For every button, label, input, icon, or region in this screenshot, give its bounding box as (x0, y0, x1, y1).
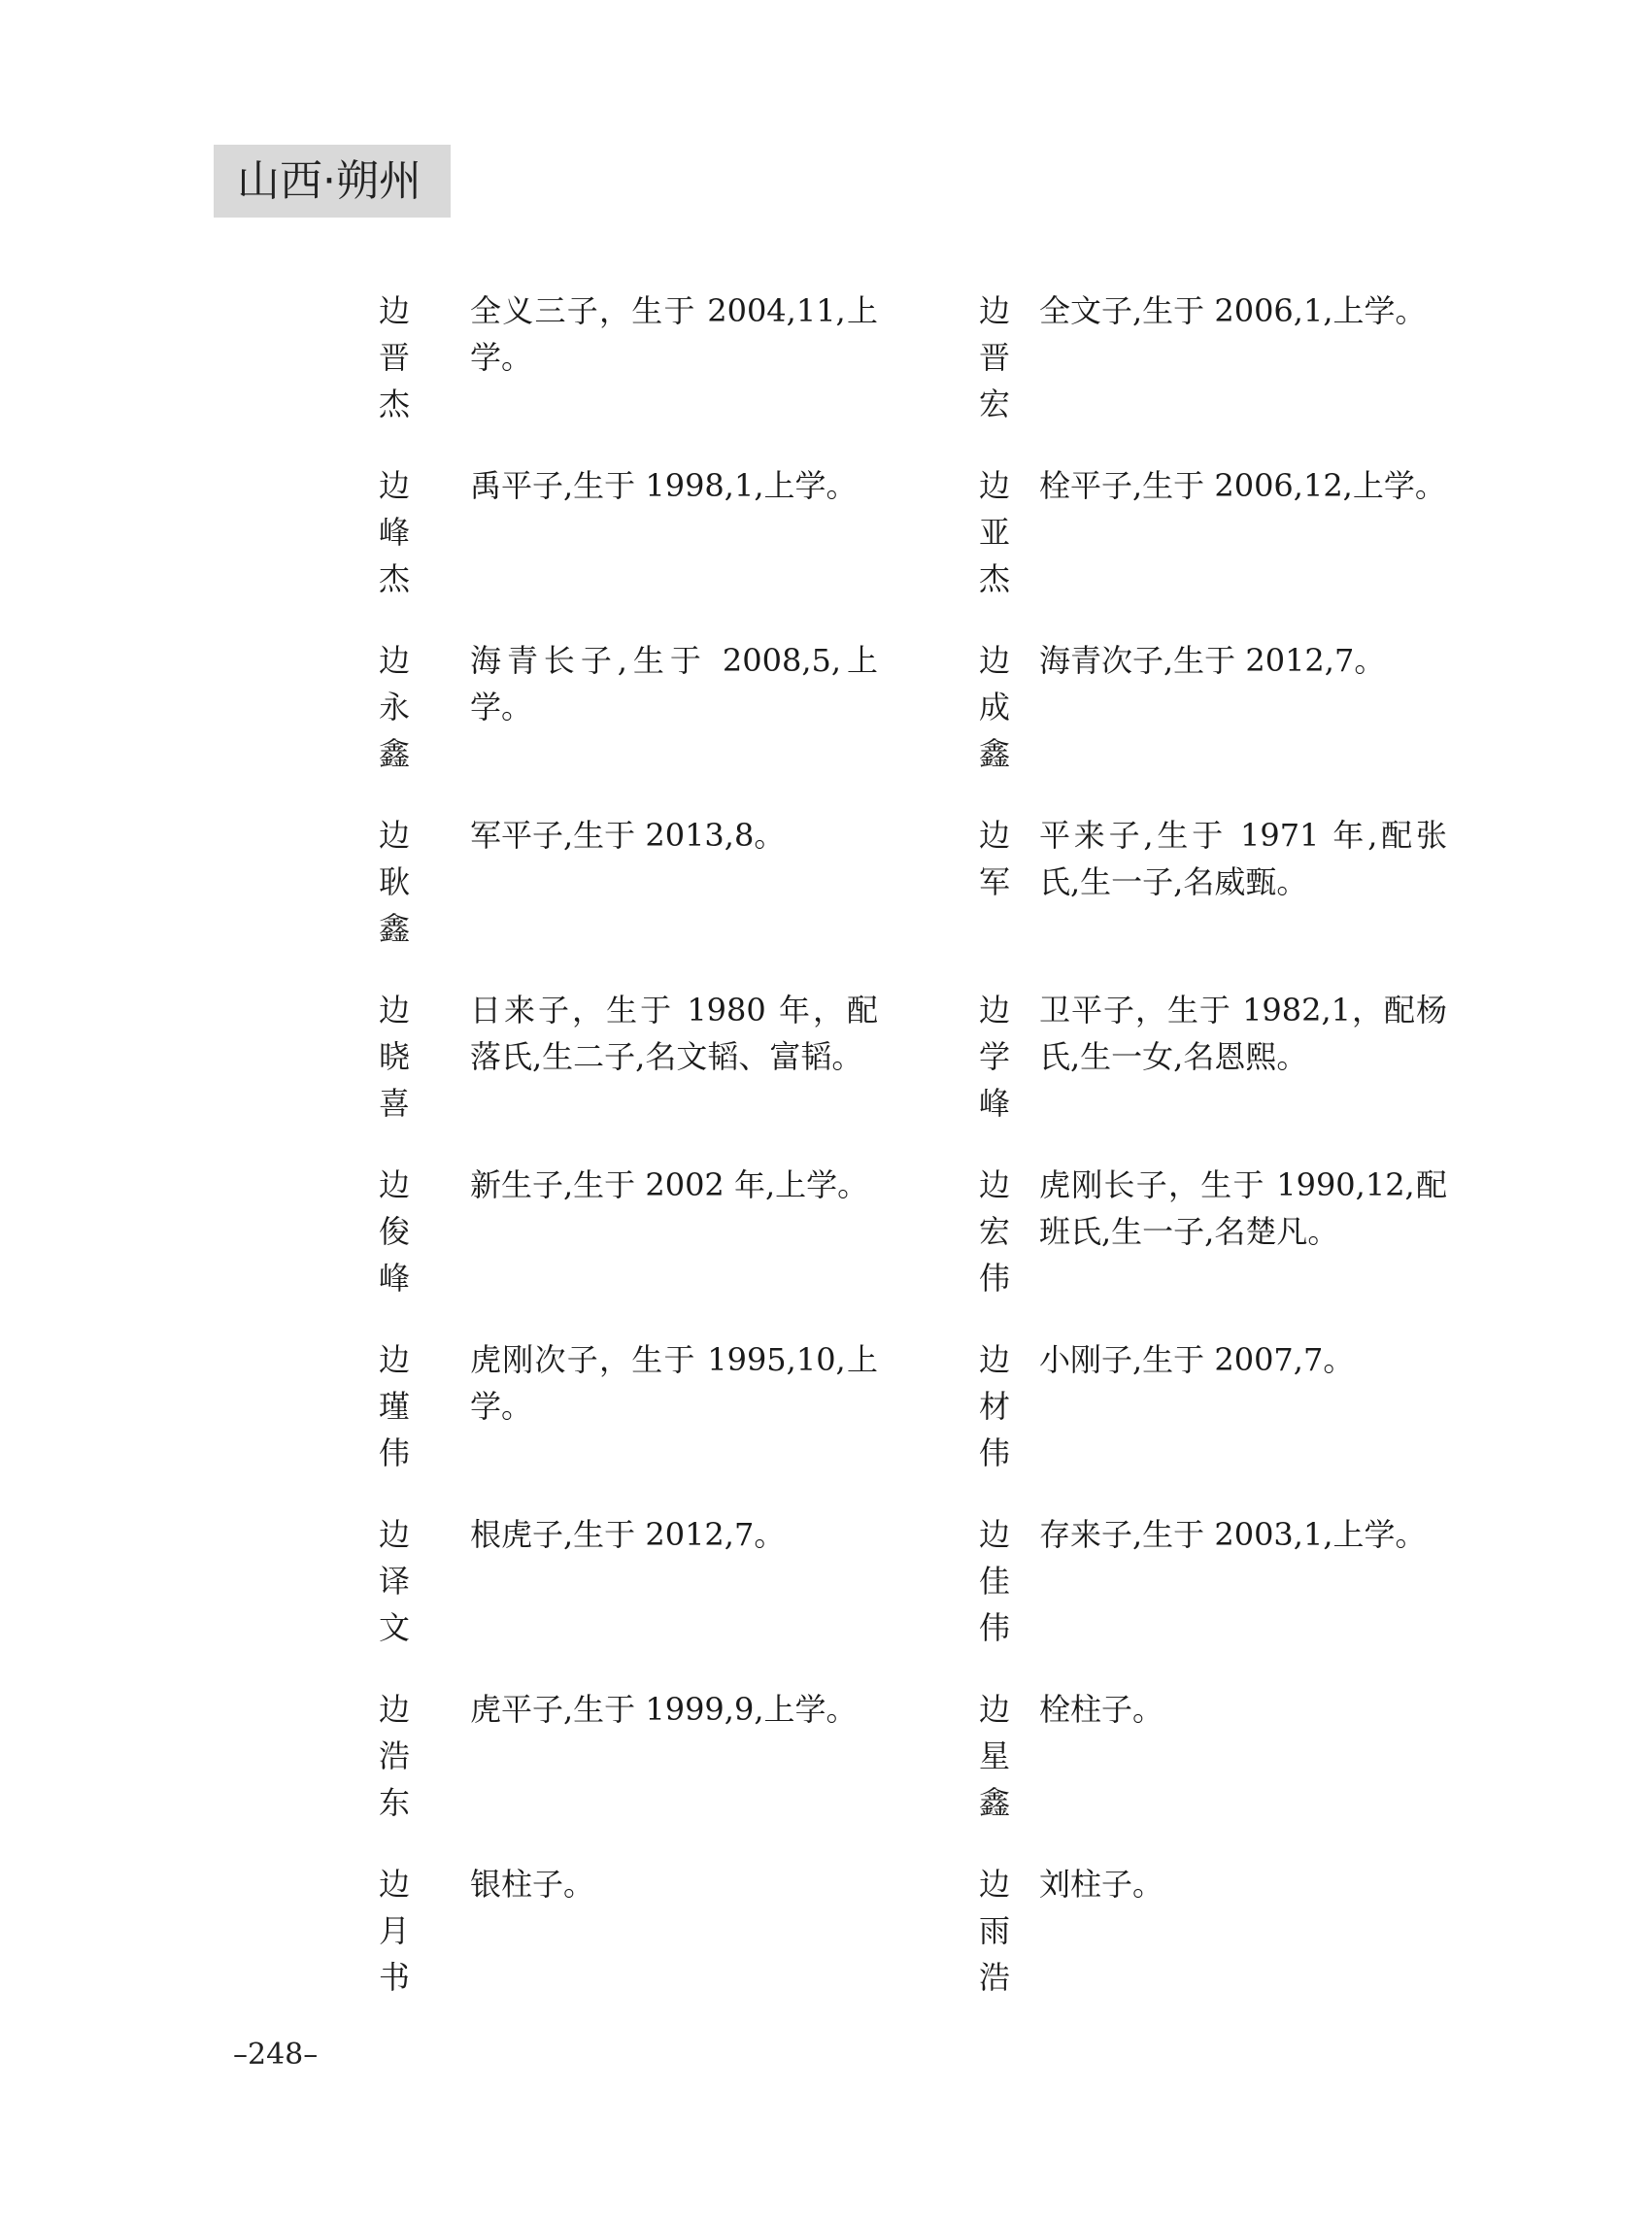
entry-name: 边晋杰 (378, 292, 410, 422)
entry-description: 虎刚次子，生于 1995,10,上学。 (470, 1341, 878, 1425)
entry (975, 1686, 1480, 1841)
entry (375, 1686, 880, 1841)
entry-description: 刘柱子。 (1039, 1866, 1164, 1903)
entry-description: 根虎子,生于 2012,7。 (470, 1516, 786, 1553)
entry-name: 边宏伟 (978, 1166, 1010, 1297)
entry-description: 虎平子,生于 1999,9,上学。 (470, 1691, 858, 1728)
entry-description: 栓平子,生于 2006,12,上学。 (1039, 467, 1446, 504)
entry (375, 1336, 880, 1492)
entry-description: 全文子,生于 2006,1,上学。 (1039, 292, 1427, 329)
entry-name: 边佳伟 (978, 1516, 1010, 1646)
entry-name: 边星鑫 (978, 1691, 1010, 1821)
entry (375, 1162, 880, 1317)
entry-name: 边耿鑫 (378, 817, 410, 947)
entry-name: 边晋宏 (978, 292, 1010, 422)
entry-description: 海青次子,生于 2012,7。 (1039, 642, 1386, 679)
entry-name: 边译文 (378, 1516, 410, 1646)
entry-description: 平来子,生于 1971 年,配张氏,生一子,名威甄。 (1039, 817, 1447, 900)
entry-description: 银柱子。 (470, 1866, 595, 1903)
entry-description: 栓柱子。 (1039, 1691, 1164, 1728)
page-number: –248– (233, 2038, 319, 2072)
entry-name: 边亚杰 (978, 467, 1010, 597)
entry (975, 812, 1480, 967)
entry-name: 边浩东 (378, 1691, 410, 1821)
entry (975, 637, 1480, 793)
entry-description: 禹平子,生于 1998,1,上学。 (470, 467, 858, 504)
page-header-title: 山西·朔州 (237, 156, 421, 206)
entry-name: 边晓喜 (378, 992, 410, 1122)
entry-name: 边 军 (978, 817, 1042, 900)
entry (975, 287, 1480, 443)
entry-description: 小刚子,生于 2007,7。 (1039, 1341, 1355, 1378)
entry-name: 边材伟 (978, 1341, 1010, 1471)
entry-description: 全义三子，生于 2004,11,上学。 (470, 292, 878, 376)
entry-description: 军平子,生于 2013,8。 (470, 817, 786, 854)
entry-description: 日来子，生于 1980 年，配落氏,生二子,名文韬、富韬。 (470, 992, 878, 1075)
entry (375, 987, 880, 1142)
entry-description: 虎刚长子，生于 1990,12,配班氏,生一子,名楚凡。 (1039, 1166, 1447, 1250)
entry-description: 海青长子,生于 2008,5,上学。 (470, 642, 878, 725)
entry (975, 987, 1480, 1142)
entry (375, 462, 880, 618)
entry-name: 边瑾伟 (378, 1341, 410, 1471)
entry (975, 1861, 1480, 2016)
entry-name: 边月书 (378, 1866, 410, 1996)
entry (375, 812, 880, 967)
entry (975, 462, 1480, 618)
entry-description: 卫平子，生于 1982,1，配杨氏,生一女,名恩熙。 (1039, 992, 1447, 1075)
entry-name: 边永鑫 (378, 642, 410, 772)
entry (375, 1511, 880, 1667)
entry-name: 边俊峰 (378, 1166, 410, 1297)
entry (375, 287, 880, 443)
entry-name: 边学峰 (978, 992, 1010, 1122)
entry (375, 1861, 880, 2016)
entry (375, 637, 880, 793)
entry-name: 边峰杰 (378, 467, 410, 597)
entry-name: 边雨浩 (978, 1866, 1010, 1996)
entry-description: 新生子,生于 2002 年,上学。 (470, 1166, 869, 1203)
entry-name: 边成鑫 (978, 642, 1010, 772)
entry (975, 1511, 1480, 1667)
entry (975, 1336, 1480, 1492)
entry (975, 1162, 1480, 1317)
entry-description: 存来子,生于 2003,1,上学。 (1039, 1516, 1427, 1553)
